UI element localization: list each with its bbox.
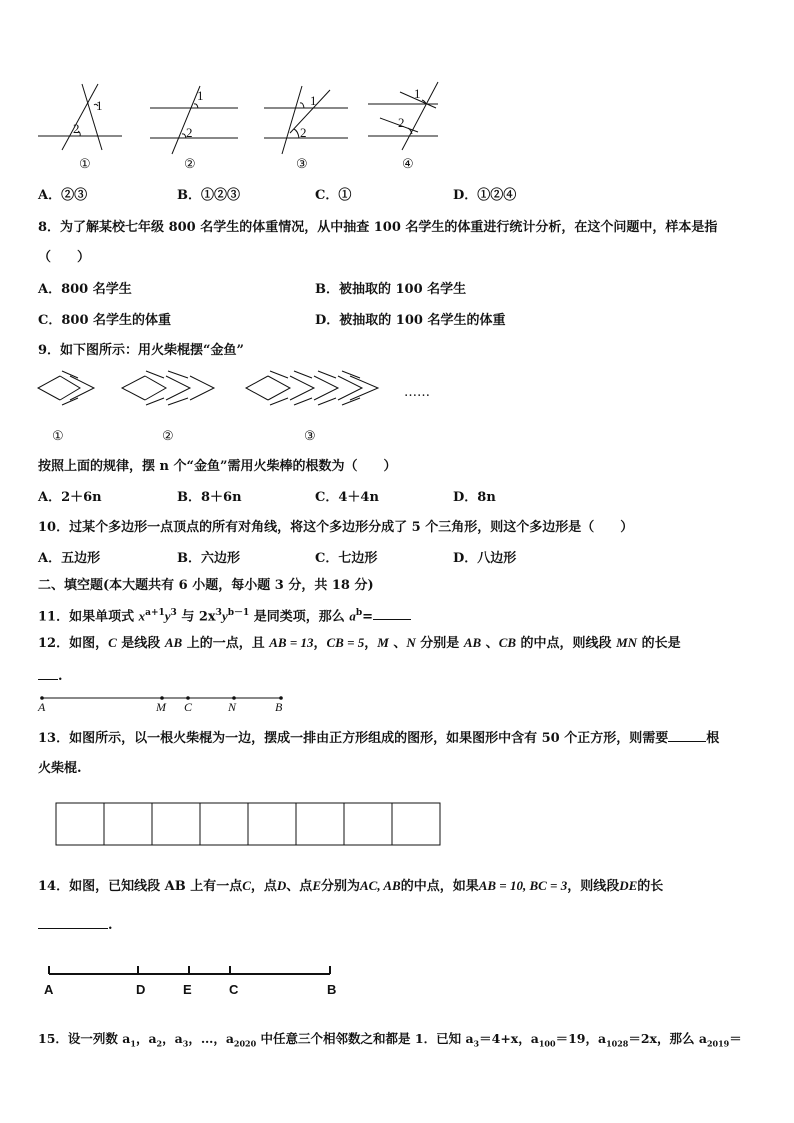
q13-stem-line1: 13．如图所示，以一根火柴棍为一边，摆成一排由正方形组成的图形，如果图形中含有 50 个正方形，则需要 根 (38, 728, 719, 748)
q7-figure-3 (264, 86, 348, 154)
q10-option-c: C．七边形 (315, 551, 378, 566)
q9-option-a: A．2＋6n (38, 490, 102, 505)
q12-point-m: M (156, 700, 166, 714)
q7-fig2-angle-2: 2 (186, 125, 193, 140)
q10-stem: 10．过某个多边形一点顶点的所有对角线，将这个多边形分成了 5 个三角形，则这个多边形是（ ） (38, 520, 634, 535)
q12-point-b: B (275, 700, 283, 714)
q7-figure-label-2: ② (184, 157, 196, 172)
q8-option-d: D．被抽取的 100 名学生的体重 (315, 313, 506, 328)
q10-option-b: B．六边形 (177, 551, 240, 566)
q7-figures (0, 0, 794, 180)
q7-figure-label-4: ④ (402, 157, 414, 172)
q14-point-c: C (229, 982, 239, 997)
q13-matchstick-squares (0, 800, 794, 850)
q9-figure-label-1: ① (52, 429, 64, 444)
q7-fig3-angle-1: 1 (310, 93, 317, 108)
q9-option-c: C．4＋4n (315, 490, 379, 505)
q14-point-a: A (44, 982, 54, 997)
q9-figure-label-2: ② (162, 429, 174, 444)
q9-ellipsis: …… (404, 385, 430, 400)
q14-segment-figure (0, 962, 794, 992)
section-fill-in-title: 二、填空题(本大题共有 6 小题，每小题 3 分，共 18 分) (38, 578, 374, 593)
q7-fig3-angle-2: 2 (300, 125, 307, 140)
q8-stem-line1: 8．为了解某校七年级 800 名学生的体重情况，从中抽查 100 名学生的体重进行统计分析，在这个问题中，样本是指 (38, 220, 718, 235)
q12-stem: 12．如图，C 是线段 AB 上的一点，且 AB = 13，CB = 5，M 、N 分别是 AB 、CB 的中点，则线段 MN 的长是 (38, 635, 681, 651)
q13-answer-blank[interactable] (668, 728, 706, 742)
q11-stem: 11．如果单项式 $x^{a+1}y^3$ 与 $2x^3y^{b-1}$ 是同类项，那么 $a^b=$ (38, 604, 411, 626)
q9-figure-label-3: ③ (304, 429, 316, 444)
q12-point-n: N (228, 700, 237, 714)
q13-stem-line2: 火柴棍. (38, 761, 82, 776)
q7-fig1-angle-1: 1 (96, 98, 103, 113)
q7-figure-1 (38, 84, 122, 150)
q11-answer-blank[interactable] (373, 606, 411, 620)
q12-answer-line: . (38, 666, 63, 686)
q7-fig4-angle-2: 2 (398, 115, 405, 130)
q14-point-b: B (327, 982, 337, 997)
q9-option-d: D．8n (453, 490, 496, 505)
q7-option-b: B．①②③ (177, 188, 240, 203)
q9-option-b: B．8＋6n (177, 490, 242, 505)
q7-option-a: A．②③ (38, 188, 88, 203)
q14-point-d: D (136, 982, 146, 997)
q14-point-e: E (183, 982, 192, 997)
q14-stem-line1: 14．如图，已知线段 AB 上有一点C，点D、点E分别为AC, AB的中点，如果AB = 10, BC = 3，则线段DE的长 (38, 878, 664, 894)
q9-stem: 9．如下图所示：用火柴棍摆“金鱼” (38, 343, 245, 358)
q7-figure-label-1: ① (79, 157, 91, 172)
q8-stem-line2: （ ） (38, 250, 91, 265)
q7-option-c: C．① (315, 188, 352, 203)
q8-option-a: A．800 名学生 (38, 282, 132, 297)
q7-option-d: D．①②④ (453, 188, 517, 203)
q12-point-a: A (38, 700, 46, 714)
q7-figure-2 (150, 86, 238, 154)
q15-stem: 15．设一列数 $a_1$，$a_2$，$a_3$，…，$a_{2020}$ 中任意三个相邻数之和都是 1．已知 $a_3=4+x$，$a_{100}=19$，$a_{1028}=2x$，那么 $a_{2019}=$ (38, 1031, 742, 1049)
q8-option-c: C．800 名学生的体重 (38, 313, 172, 328)
q12-point-c: C (184, 700, 193, 714)
q7-figure-label-3: ③ (296, 157, 308, 172)
q10-option-d: D．八边形 (453, 551, 517, 566)
q10-option-a: A．五边形 (38, 551, 101, 566)
q9-goldfish-figures (0, 370, 794, 430)
q7-fig1-angle-2: 2 (73, 121, 80, 136)
q7-fig2-angle-1: 1 (197, 88, 204, 103)
q14-answer-blank[interactable] (38, 915, 108, 929)
q9-question: 按照上面的规律，摆 n 个“金鱼”需用火柴棒的根数为（ ） (38, 459, 397, 474)
q8-option-b: B．被抽取的 100 名学生 (315, 282, 467, 297)
q12-answer-blank[interactable] (38, 666, 58, 680)
q14-answer-line: . (38, 915, 113, 935)
q12-segment-figure (0, 690, 794, 710)
q7-fig4-angle-1: 1 (414, 86, 421, 101)
